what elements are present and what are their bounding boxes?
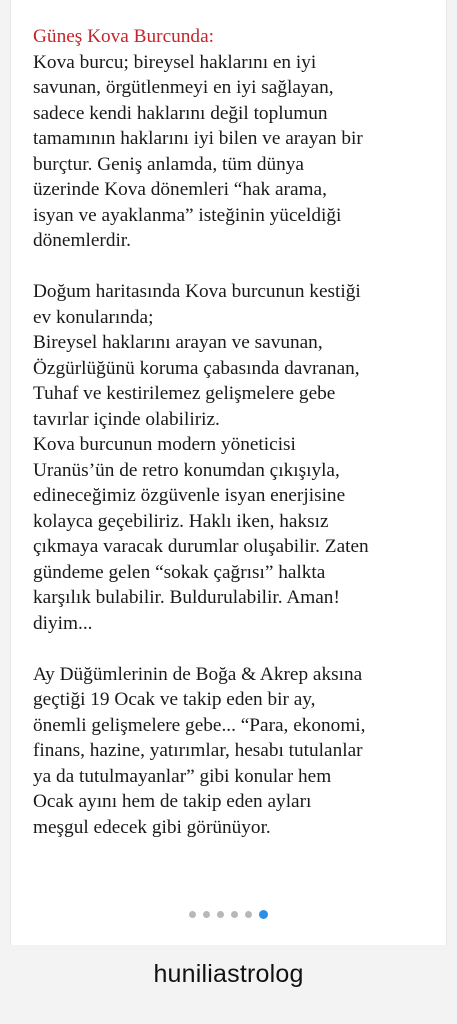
text-line: ya da tutulmayanlar” gibi konular hem <box>33 765 332 787</box>
paragraph-2 <box>33 279 437 636</box>
text-line: karşılık bulabilir. Buldurulabilir. Aman! <box>33 587 340 608</box>
carousel-indicator[interactable] <box>11 910 446 919</box>
paragraph-3 <box>33 662 437 841</box>
text-line: meşgul edecek gibi görünüyor. <box>33 816 271 838</box>
text-line: çıkmaya varacak durumlar oluşabilir. Zaten <box>33 536 369 557</box>
text-line: diyim... <box>33 612 93 634</box>
text-line: geçtiği 19 Ocak ve takip eden bir ay, <box>33 689 316 710</box>
author-name[interactable]: huniliastrolog <box>153 960 304 988</box>
post-heading: Güneş Kova Burcunda: <box>33 26 214 47</box>
text-line: Tuhaf ve kestirilemez gelişmelere gebe <box>33 383 336 404</box>
text-line: Kova burcu; bireysel haklarını en iyi <box>33 51 317 73</box>
text-line: tavırlar içinde olabiliriz. <box>33 408 220 430</box>
carousel-dot[interactable] <box>189 911 196 918</box>
carousel-dot-active[interactable] <box>259 910 268 919</box>
carousel-dot[interactable] <box>245 911 252 918</box>
post-card <box>10 0 447 945</box>
carousel-dot[interactable] <box>217 911 224 918</box>
text-line: dönemlerdir. <box>33 230 131 251</box>
text-line: Bireysel haklarını arayan ve savunan, <box>33 332 323 353</box>
carousel-dot[interactable] <box>203 911 210 918</box>
text-line: tamamının haklarını iyi bilen ve arayan bir <box>33 128 363 149</box>
text-line: sadece kendi haklarını değil toplumun <box>33 102 328 124</box>
text-line: finans, hazine, yatırımlar, hesabı tutulanlar <box>33 740 363 761</box>
text-line: Doğum haritasında Kova burcunun kestiği <box>33 281 361 302</box>
post-text-content <box>33 24 437 840</box>
text-line: Özgürlüğünü koruma çabasında davranan, <box>33 357 360 379</box>
text-line: isyan ve ayaklanma” isteğinin yüceldiği <box>33 204 342 226</box>
text-line: edineceğimiz özgüvenle isyan enerjisine <box>33 485 346 506</box>
text-line: Kova burcunun modern yöneticisi <box>33 434 296 455</box>
text-line: burçtur. Geniş anlamda, tüm dünya <box>33 153 304 175</box>
text-line: gündeme gelen “sokak çağrısı” halkta <box>33 561 326 583</box>
text-line: Uranüs’ün de retro konumdan çıkışıyla, <box>33 459 340 481</box>
text-line: savunan, örgütlenmeyi en iyi sağlayan, <box>33 77 334 98</box>
footer <box>0 948 457 1024</box>
text-line: Ay Düğümlerinin de Boğa & Akrep aksına <box>33 663 363 685</box>
paragraph-1 <box>33 50 437 254</box>
text-line: üzerinde Kova dönemleri “hak arama, <box>33 179 327 200</box>
text-line: Ocak ayını hem de takip eden ayları <box>33 791 312 812</box>
text-line: ev konularında; <box>33 306 154 328</box>
text-line: önemli gelişmelere gebe... “Para, ekonomi, <box>33 714 366 736</box>
text-line: kolayca geçebiliriz. Haklı iken, haksız <box>33 510 329 532</box>
carousel-dot[interactable] <box>231 911 238 918</box>
